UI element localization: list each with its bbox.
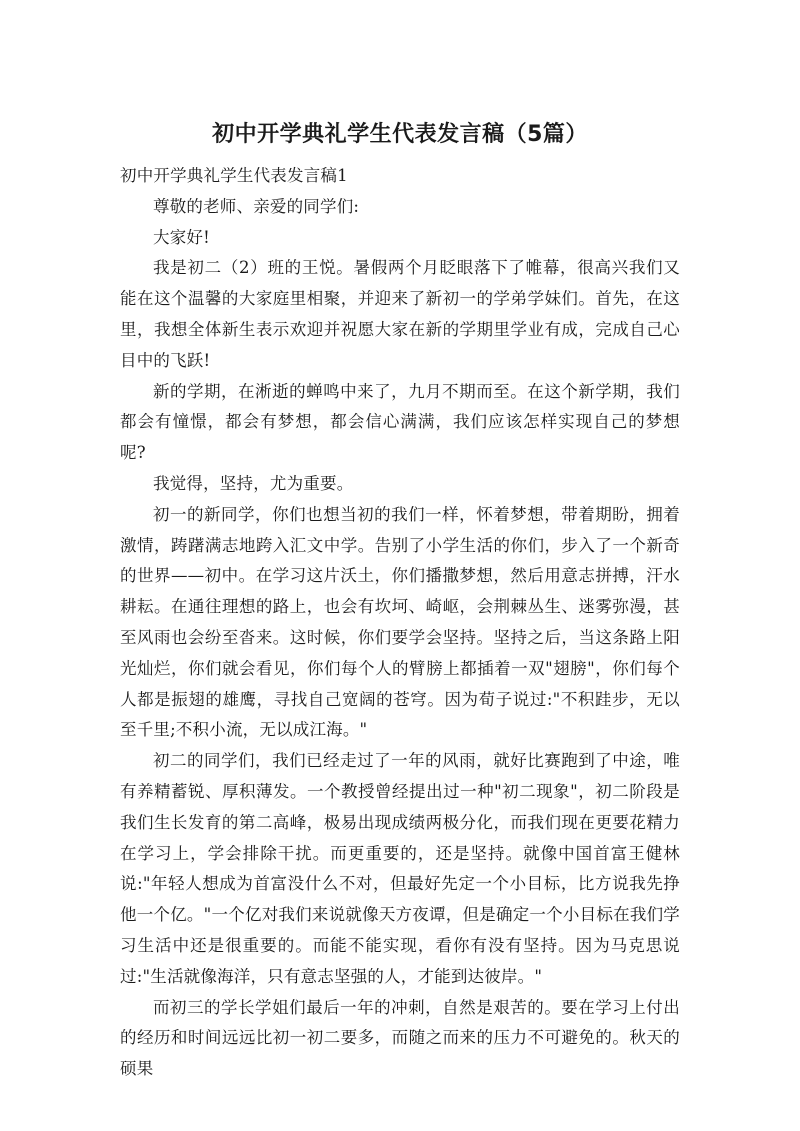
grade-three-paragraph: 而初三的学长学姐们最后一年的冲刺，自然是艰苦的。要在学习上付出的经历和时间远远比初一初二要多，而随之而来的压力不可避免的。秋天的硕果 xyxy=(120,997,680,1079)
salutation-paragraph: 尊敬的老师、亲爱的同学们: xyxy=(153,196,360,216)
new-semester-paragraph: 新的学期，在淅逝的蝉鸣中来了，九月不期而至。在这个新学期，我们都会有憧憬，都会有梦想，都会信心满满，我们应该怎样实现自己的梦想呢? xyxy=(120,381,680,463)
grade-one-paragraph: 初一的新同学，你们也想当初的我们一样，怀着梦想，带着期盼，拥着激情，踌躇满志地跨入汇文中学。告别了小学生活的你们，步入了一个新奇的世界——初中。在学习这片沃土，你们播撒梦想，然后用意志拼搏，汗水耕耘。在通往理想的路上，也会有坎坷、崎岖，会荆棘丛生、迷雾弥漫，甚至风雨也会纷至沓来。这时候，你们要学会坚持。坚持之后，当这条路上阳光灿烂，你们就会看见，你们每个人的臂膀上都插着一双"翅膀"，你们每个人都是振翅的雄鹰，寻找自己宽阔的苍穹。因为荀子说过:"不积跬步，无以至千里;不积小流，无以成江海。" xyxy=(120,504,680,740)
document-body xyxy=(120,161,680,1085)
greeting-paragraph: 大家好! xyxy=(153,227,210,247)
introduction-paragraph: 我是初二（2）班的王悦。暑假两个月眨眼落下了帷幕，很高兴我们又能在这个温馨的大家庭里相聚，并迎来了新初一的学弟学妹们。首先，在这里，我想全体新生表示欢迎并祝愿大家在新的学期里学业有成，完成自己心目中的飞跃! xyxy=(120,258,680,370)
section-heading: 初中开学典礼学生代表发言稿1 xyxy=(120,166,348,185)
document-title: 初中开学典礼学生代表发言稿（5篇） xyxy=(212,122,588,147)
grade-two-paragraph: 初二的同学们，我们已经走过了一年的风雨，就好比赛跑到了中途，唯有养精蓄锐、厚积薄发。一个教授曾经提出过一种"初二现象"，初二阶段是我们生长发育的第二高峰，极易出现成绩两极分化，而我们现在更要花精力在学习上，学会排除干扰。而更重要的，还是坚持。就像中国首富王健林说:"年轻人想成为首富没什么不对，但最好先定一个小目标，比方说我先挣他一个亿。"一个亿对我们来说就像天方夜谭，但是确定一个小目标在我们学习生活中还是很重要的。而能不能实现，看你有没有坚持。因为马克思说过:"生活就像海洋，只有意志坚强的人，才能到达彼岸。" xyxy=(120,751,680,986)
persistence-paragraph: 我觉得，坚持，尤为重要。 xyxy=(153,473,354,493)
